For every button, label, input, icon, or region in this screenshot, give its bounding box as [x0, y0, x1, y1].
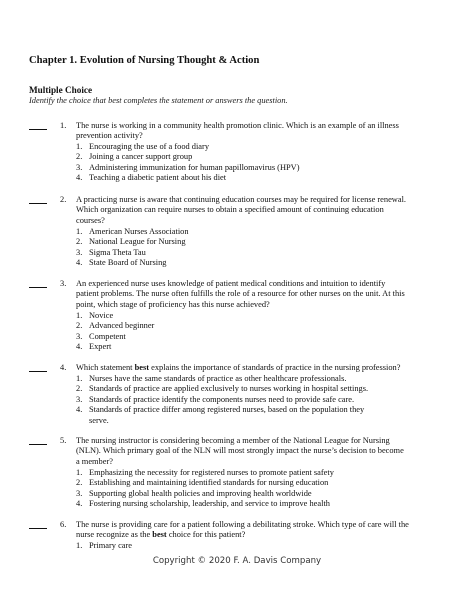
stem-line: A practicing nurse is aware that continuing education courses may be required for license renewal. — [76, 195, 406, 204]
stem-line: nurse recognize as the best choice for this patient? — [76, 530, 246, 540]
stem-line: Which organization can require nurses to obtain a specified amount of continuing education — [76, 205, 384, 215]
stem-line: (NLN). Which primary goal of the NLN will most strongly impact the nurse’s decision to become — [76, 446, 404, 456]
stem-line: The nursing instructor is considering becoming a member of the National League for Nursing — [76, 436, 390, 445]
question-number: 2. — [60, 195, 67, 204]
question-number: 5. — [60, 436, 67, 445]
stem-line: The nurse is working in a community health promotion clinic. Which is an example of an illness — [76, 121, 399, 130]
emphasis: best — [152, 530, 167, 540]
answer-blank[interactable] — [29, 436, 47, 445]
question-stem — [76, 195, 448, 226]
stem-line: courses? — [76, 215, 105, 225]
stem-line: prevention activity? — [76, 131, 143, 141]
option: 3. Standards of practice identify the components nurses need to provide safe care. — [76, 394, 355, 404]
answer-blank[interactable] — [29, 363, 47, 372]
question-stem — [76, 279, 448, 310]
chapter-title: Chapter 1. Evolution of Nursing Thought & Action — [29, 55, 260, 66]
question-stem: Which statement best explains the importance of standards of practice in the nursing profession? — [76, 363, 401, 372]
question-stem — [76, 520, 448, 541]
question-number: 1. — [60, 121, 67, 130]
document-page: Chapter 1. Evolution of Nursing Thought & Action Multiple Choice Identify the choice that best completes the statement or answers the question. 1. The nurse is working in a community health promotion clinic. Which is an example of an illness prevention activity? 1. Encouraging the use of a food diary 2. Joining a cancer support group 3. Administering immunization for human papillomavirus (HPV) 4. Teaching a diabetic patient about his diet 2. A practicing nurse is aware that continuing education courses may be required for license renewal. Which organization can require nurses to obtain a specified amount of continuing education courses? 1. American Nurses Association 2. National League for Nursing 3. Sigma Theta Tau 4. State Board of Nursing 3. An experienced nurse uses knowledge of patient medical conditions and intuition to identify patient problems. The nurse often fulfills the role of a resource for other nurses on the unit. At this point, which stage of proficiency has this nurse achieved? 1. Novice 2. Advanced beginner 3. Competent 4. Expert 4. Which statement best explains the importance of standards of practice in the nursing profession? 1. Nurses have the same standards of practice as other healthcare professionals. 2. Standards of practice are applied exclusively to nurses working in hospital settings. 3. Standards of practice identify the components nurses need to provide safe care. 4. Standards of practice differ among registered nurses, based on the population they serve. 5. The nursing instructor is considering becoming a member of the National League for Nursing (NLN). Which primary goal of the NLN will most strongly impact the nurse’s decision to become a member? 1. Emphasizing the necessity for registered nurses to promote patient safety 2. Establishing and maintaining identified standards for nursing education 3. Supporting global health policies and improving health worldwide 4. Fostering nursing scholarship, leadership, and service to improve health 6. The nurse is providing care for a patient following a debilitating stroke. Which type of care will the nurse recognize as the best choice for this patient? 1. Primary care Copyright © 2020 F. A. Davis Company — [0, 0, 474, 613]
question-number: 4. — [60, 363, 67, 372]
answer-blank[interactable] — [29, 121, 47, 130]
answer-blank[interactable] — [29, 520, 47, 529]
stem-line: a member? — [76, 456, 113, 466]
question-stem — [76, 121, 448, 142]
copyright-footer: Copyright © 2020 F. A. Davis Company — [152, 556, 322, 566]
answer-blank[interactable] — [29, 195, 47, 204]
option-continuation: serve. — [89, 415, 109, 425]
emphasis: best — [134, 363, 150, 372]
answer-blank[interactable] — [29, 279, 47, 288]
section-title: Multiple Choice — [29, 85, 93, 95]
question-stem — [76, 436, 448, 467]
stem-line: point, which stage of proficiency has this nurse achieved? — [76, 299, 270, 309]
question-number: 3. — [60, 279, 67, 288]
question-number: 6. — [60, 520, 67, 529]
option-list — [76, 374, 369, 426]
option: 2. Standards of practice are applied exclusively to nurses working in hospital settings. — [76, 384, 369, 394]
instruction-text: Identify the choice that best completes the statement or answers the question. — [29, 96, 288, 105]
option: 1. Nurses have the same standards of practice as other healthcare professionals. — [76, 374, 347, 383]
stem-line: The nurse is providing care for a patient following a debilitating stroke. Which type of care will the — [76, 520, 409, 529]
stem-line: An experienced nurse uses knowledge of patient medical conditions and intuition to identify — [76, 279, 386, 288]
option: 4. Standards of practice differ among registered nurses, based on the population they — [76, 405, 365, 415]
stem-line: patient problems. The nurse often fulfills the role of a resource for other nurses on the unit. At this — [76, 289, 405, 299]
